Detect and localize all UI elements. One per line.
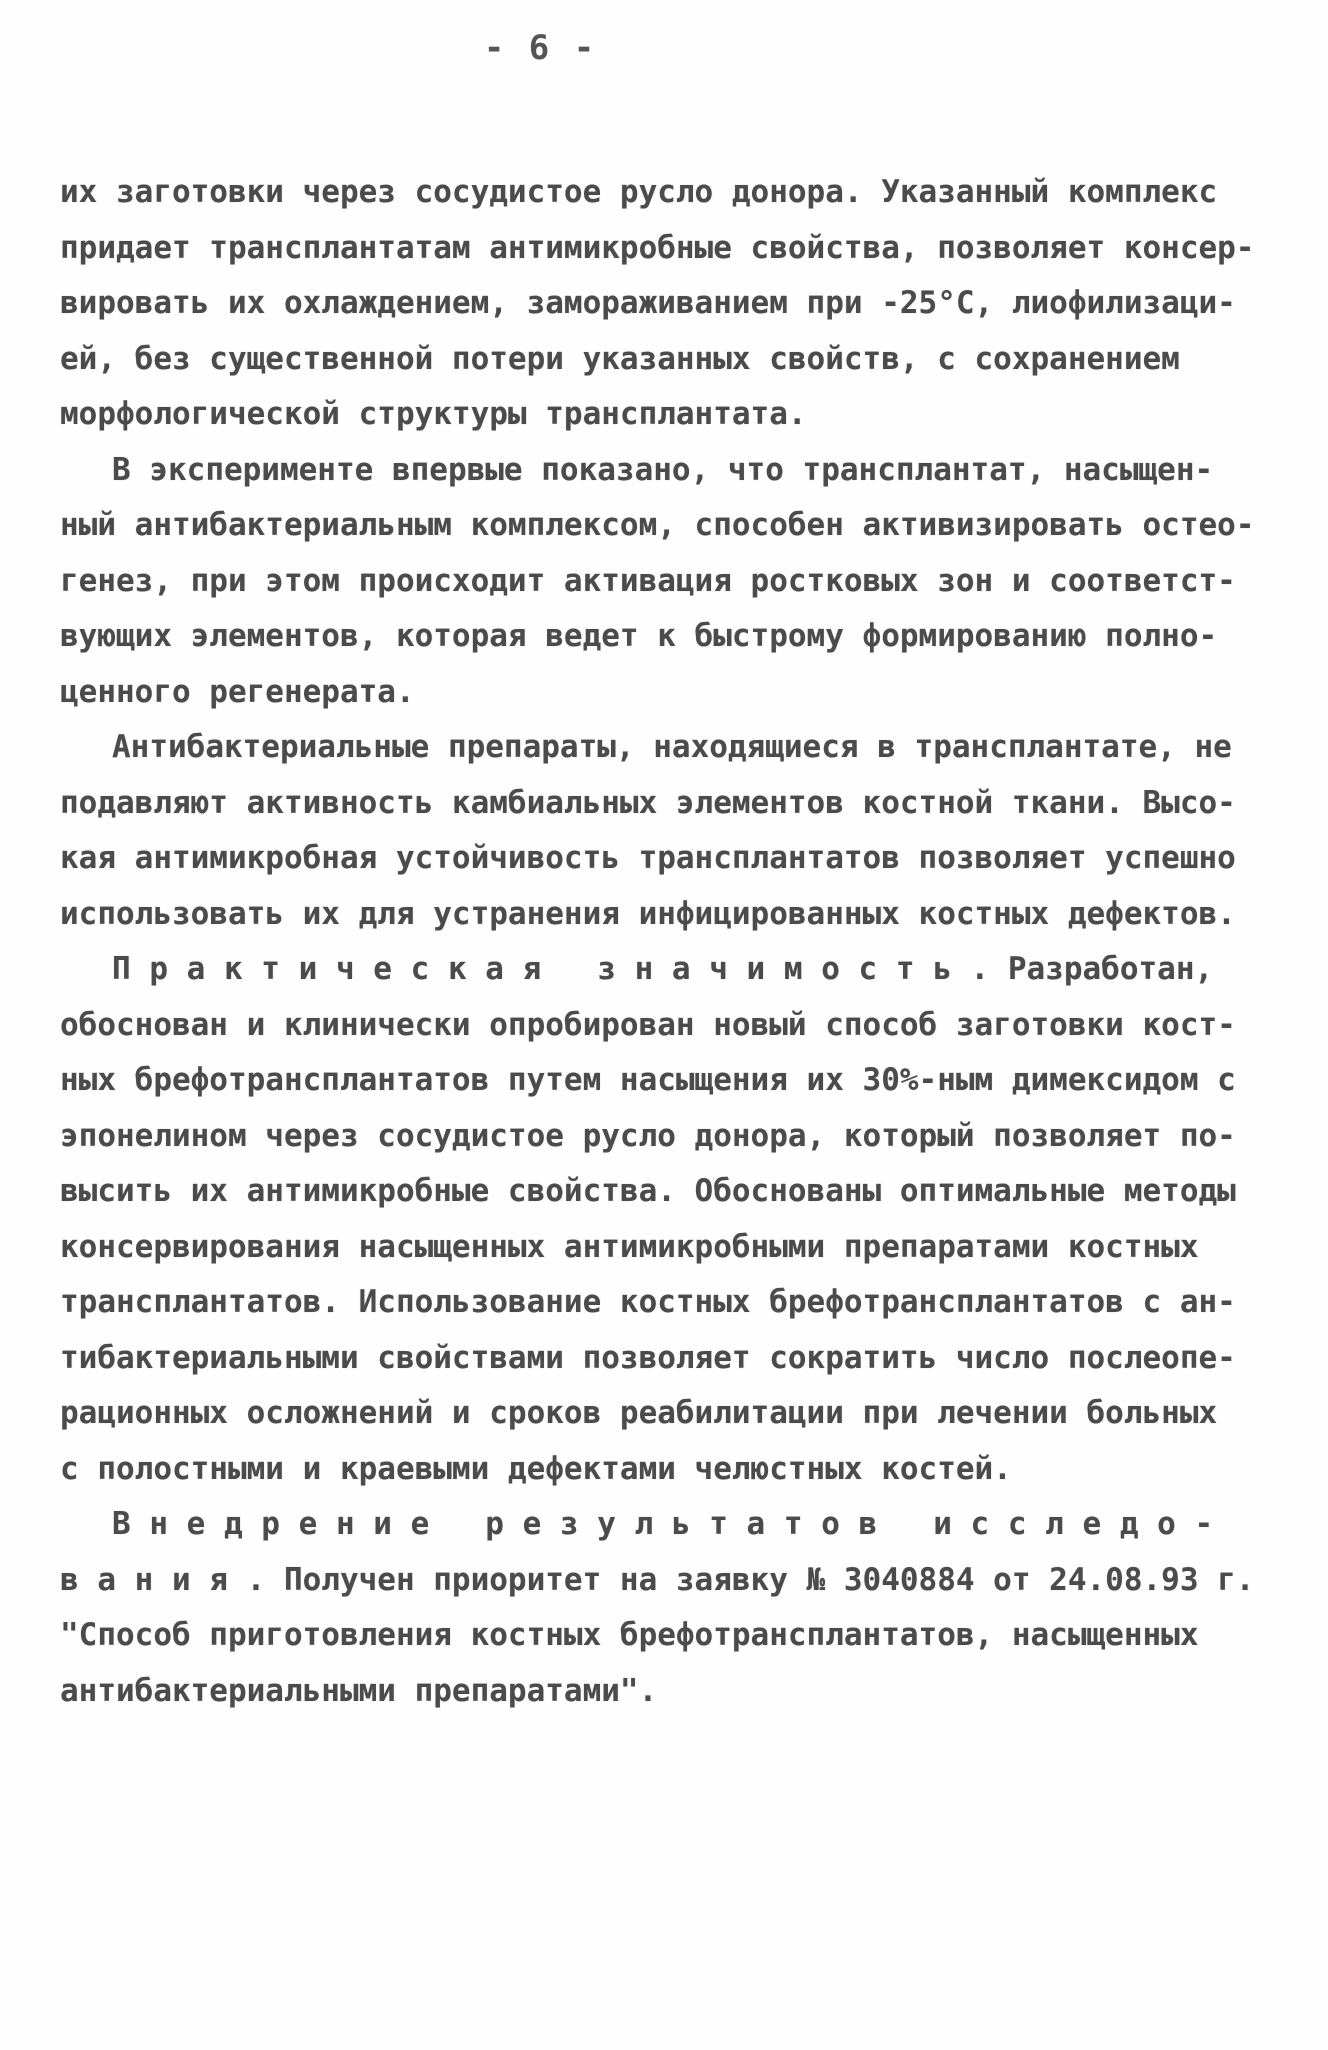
text-line: ных брефотрансплантатов путем насыщения их 30%-ным димексидом с — [60, 1062, 1236, 1098]
text-line: тибактериальными свойствами позволяет сократить число послеопе- — [60, 1339, 1236, 1376]
section-heading-practical-significance: П р а к т и ч е с к а я з н а ч и м о с т ь . Разработан, — [112, 951, 1214, 987]
text-line: "Способ приготовления костных брефотрансплантатов, насыщенных — [60, 1617, 1199, 1653]
text-line: консервирования насыщенных антимикробными препаратами костных — [60, 1228, 1199, 1265]
text-line: с полостными и краевыми дефектами челюстных костей. — [60, 1450, 1012, 1487]
text-line: их заготовки через сосудистое русло донора. Указанный комплекс — [60, 174, 1218, 210]
text-line: придает трансплантатам антимикробные свойства, позволяет консер- — [60, 229, 1255, 266]
text-line: ный антибактериальным комплексом, способен активизировать остео- — [60, 507, 1255, 543]
text-line: генез, при этом происходит активация ростковых зон и соответст- — [60, 562, 1236, 599]
text-line: рационных осложнений и сроков реабилитации при лечении больных — [60, 1395, 1218, 1431]
text-line: вующих элементов, которая ведет к быстрому формированию полно- — [60, 618, 1218, 654]
paragraph-start-line: Антибактериальные препараты, находящиеся в трансплантате, не — [112, 729, 1232, 765]
text-line: использовать их для устранения инфицированных костных дефектов. — [60, 895, 1236, 932]
section-heading-implementation: В н е д р е н и е р е з у л ь т а т о в и с с л е д о - — [112, 1506, 1214, 1542]
text-line: обоснован и клинически опробирован новый способ заготовки кост- — [60, 1006, 1236, 1043]
text-line: антибактериальными препаратами". — [60, 1672, 658, 1709]
text-line: кая антимикробная устойчивость трансплантатов позволяет успешно — [60, 840, 1236, 876]
body-text — [60, 165, 1255, 1719]
text-line: в а н и я . Получен приоритет на заявку № 3040884 от 24.08.93 г. — [60, 1561, 1255, 1598]
text-line: морфологической структуры трансплантата. — [60, 396, 807, 432]
text-line: подавляют активность камбиальных элементов костной ткани. Высо- — [60, 784, 1236, 821]
text-line: ценного регенерата. — [60, 673, 415, 710]
text-line: эпонелином через сосудистое русло донора, который позволяет по- — [60, 1117, 1236, 1154]
text-line: вировать их охлаждением, замораживанием при -25°С, лиофилизаци- — [60, 285, 1236, 321]
paragraph-start-line: В эксперименте впервые показано, что трансплантат, насыщен- — [112, 451, 1214, 488]
text-line: ей, без существенной потери указанных свойств, с сохранением — [60, 340, 1180, 377]
page-number: - 6 - — [483, 28, 597, 68]
text-line: высить их антимикробные свойства. Обоснованы оптимальные методы — [60, 1173, 1236, 1209]
text-line: трансплантатов. Использование костных брефотрансплантатов с ан- — [60, 1284, 1236, 1320]
